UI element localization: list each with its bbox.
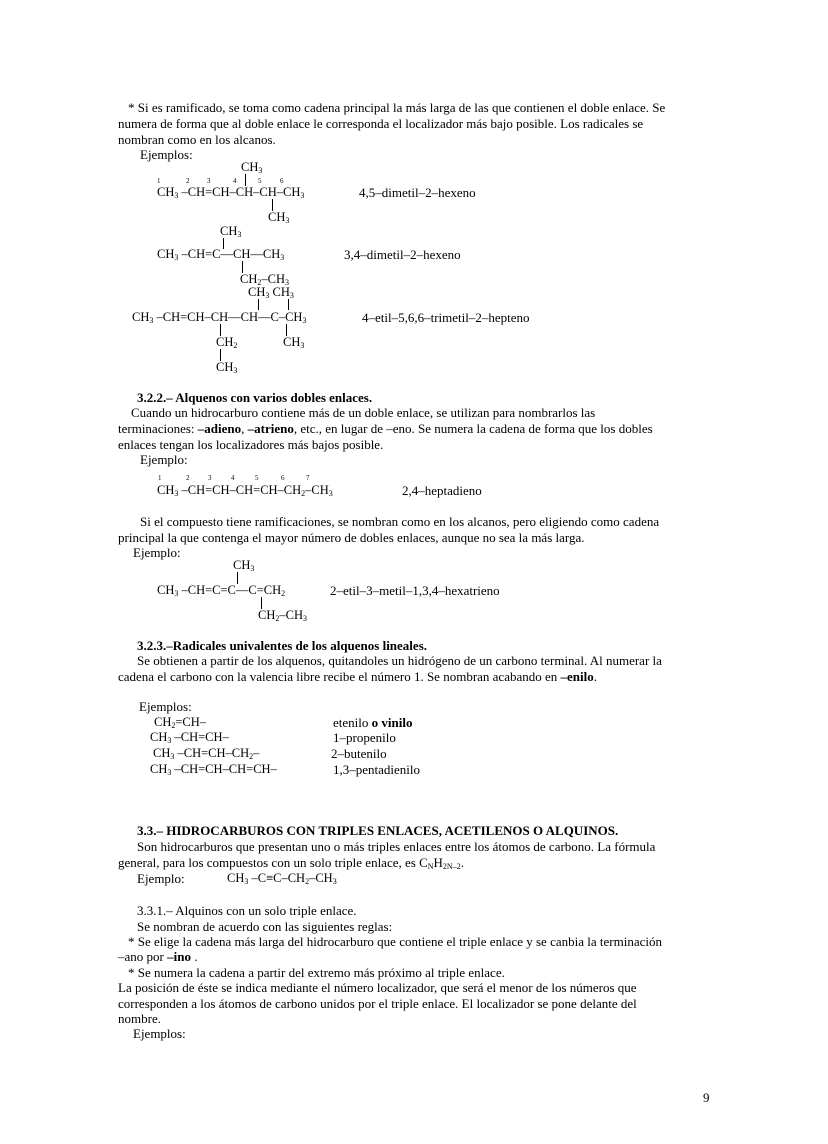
s33-line-1: Son hidrocarburos que presentan uno o más triples enlaces entre los átomos de carbono. La fórmula bbox=[137, 839, 656, 854]
f4-loc: 2 bbox=[186, 474, 190, 482]
intro-line-2: numera de forma que al doble enlace le corresponda el localizador más bajo posible. Los radicales se bbox=[118, 116, 644, 131]
f5-main-chain: $CH_3$ $-CH=C=C—C=CH_2$ bbox=[157, 583, 286, 598]
f1-loc: 3 bbox=[207, 177, 211, 185]
s331-line-3: –ano por –ino . bbox=[118, 949, 198, 964]
f4-loc: 3 bbox=[208, 474, 212, 482]
s331-line-2: * Se elige la cadena más larga del hidrocarburo que contiene el triple enlace y se canbia la terminación bbox=[128, 934, 662, 949]
s331-line-6: corresponden a los átomos de carbono unidos por el triple enlace. El localizador se pone delante del bbox=[118, 996, 637, 1011]
intro-line-3: nombran como en los alcanos. bbox=[118, 132, 276, 147]
s331-ejemplos: Ejemplos: bbox=[133, 1026, 186, 1041]
section-33-title: 3.3.– HIDROCARBUROS CON TRIPLES ENLACES, ACETILENOS O ALQUINOS. bbox=[137, 823, 619, 838]
s331-line-1: Se nombran de acuerdo con las siguientes reglas: bbox=[137, 919, 393, 934]
s331-line-4: * Se numera la cadena a partir del extremo más próximo al triple enlace. bbox=[128, 965, 505, 980]
s331-line-5: La posición de éste se indica mediante el número localizador, que será el menor de los números que bbox=[118, 980, 637, 995]
f1-branch-top: $CH_3$ bbox=[241, 160, 263, 175]
page-number: 9 bbox=[703, 1090, 710, 1105]
f4-loc: 4 bbox=[231, 474, 235, 482]
f1-loc: 2 bbox=[186, 177, 190, 185]
s323-ejemplos: Ejemplos: bbox=[139, 699, 192, 714]
s322-ejemplo: Ejemplo: bbox=[140, 452, 188, 467]
f5-branch-bottom: $CH_2-CH_3$ bbox=[258, 608, 307, 623]
f5-name: 2–etil–3–metil–1,3,4–hexatrieno bbox=[330, 583, 500, 598]
section-322-title: 3.2.2.– Alquenos con varios dobles enlaces. bbox=[137, 390, 373, 405]
f3-main-chain: $CH_3$ $-CH=CH-CH—CH—C-CH_3$ bbox=[132, 310, 307, 325]
s33-ejemplo-formula: $CH_3$ $-C\equiv C-CH_2-CH_3$ bbox=[227, 871, 337, 886]
radical-name: 2–butenilo bbox=[331, 746, 387, 761]
f4-loc: 1 bbox=[158, 474, 162, 482]
f3-branch-ch3: $CH_3$ bbox=[283, 335, 305, 350]
s322-line-2: terminaciones: –adieno, –atrieno, etc., en lugar de –eno. Se numera la cadena de forma que los dobles bbox=[118, 421, 653, 436]
radical-formula: $CH_2=CH-$ bbox=[154, 715, 207, 730]
section-323-title: 3.2.3.–Radicales univalentes de los alquenos lineales. bbox=[137, 638, 427, 653]
f1-branch-bottom: $CH_3$ bbox=[268, 210, 290, 225]
f1-loc: 5 bbox=[258, 177, 262, 185]
s33-ejemplo: Ejemplo: bbox=[137, 871, 185, 886]
s323-line-2: cadena el carbono con la valencia libre recibe el número 1. Se nombran acabando en –enilo. bbox=[118, 669, 597, 684]
p2-line-1: Si el compuesto tiene ramificaciones, se nombran como en los alcanos, pero eligiendo como cadena bbox=[140, 514, 660, 529]
s322-line-1: Cuando un hidrocarburo contiene más de un doble enlace, se utilizan para nombrarlos las bbox=[131, 405, 596, 420]
f4-loc: 5 bbox=[255, 474, 259, 482]
s323-line-1: Se obtienen a partir de los alquenos, quitandoles un hidrógeno de un carbono terminal. Al numerar la bbox=[137, 653, 662, 668]
s33-line-2: general, para los compuestos con un solo triple enlace, es $C_NH_{2N-2}$. bbox=[118, 855, 464, 871]
radical-formula: $CH_3$ –CH=CH– bbox=[150, 730, 229, 745]
f1-main-chain: $CH_3$ $-CH=CH-CH-CH-CH_3$ bbox=[157, 185, 305, 200]
f3-branch-top: $CH_3$ $CH_3$ bbox=[248, 285, 294, 300]
radical-name: etenilo o vinilo bbox=[333, 715, 413, 730]
radical-name: 1,3–pentadienilo bbox=[333, 762, 421, 777]
radical-formula: $CH_3$ –CH=CH–CH=CH– bbox=[150, 762, 277, 777]
radical-formula: $CH_3$ $-CH=CH-CH_2-$ bbox=[153, 746, 260, 761]
radical-name: 1–propenilo bbox=[333, 730, 396, 745]
f1-loc: 1 bbox=[157, 177, 161, 185]
p2-line-2: principal la que contenga el mayor número de dobles enlaces, aunque no sea la más larga. bbox=[118, 530, 585, 545]
f4-name: 2,4–heptadieno bbox=[402, 483, 482, 498]
f1-loc: 4 bbox=[233, 177, 237, 185]
f1-name: 4,5–dimetil–2–hexeno bbox=[359, 185, 476, 200]
f4-loc: 7 bbox=[306, 474, 310, 482]
intro-line-1: * Si es ramificado, se toma como cadena principal la más larga de las que contienen el doble enlace. Se bbox=[128, 100, 666, 115]
s331-line-7: nombre. bbox=[118, 1011, 161, 1026]
f3-name: 4–etil–5,6,6–trimetil–2–hepteno bbox=[362, 310, 530, 325]
f2-main-chain: $CH_3$ $-CH=C—CH—CH_3$ bbox=[157, 247, 285, 262]
f2-name: 3,4–dimetil–2–hexeno bbox=[344, 247, 461, 262]
p2-ejemplo: Ejemplo: bbox=[133, 545, 181, 560]
f2-branch-bottom: $CH_2-CH_3$ bbox=[240, 272, 289, 287]
s322-line-3: enlaces tengan los localizadores más bajos posible. bbox=[118, 437, 384, 452]
ejemplos-label: Ejemplos: bbox=[140, 147, 193, 162]
f3-branch-ch2: $CH_2$ bbox=[216, 335, 238, 350]
f4-loc: 6 bbox=[281, 474, 285, 482]
section-331-title: 3.3.1.– Alquinos con un solo triple enlace. bbox=[137, 903, 357, 918]
f3-branch-ch3-end: $CH_3$ bbox=[216, 360, 238, 375]
f1-loc: 6 bbox=[280, 177, 284, 185]
f2-branch-top: $CH_3$ bbox=[220, 224, 242, 239]
f5-branch-top: $CH_3$ bbox=[233, 558, 255, 573]
f4-main-chain: $CH_3$ $-CH=CH-CH=CH-CH_2-CH_3$ bbox=[157, 483, 333, 498]
